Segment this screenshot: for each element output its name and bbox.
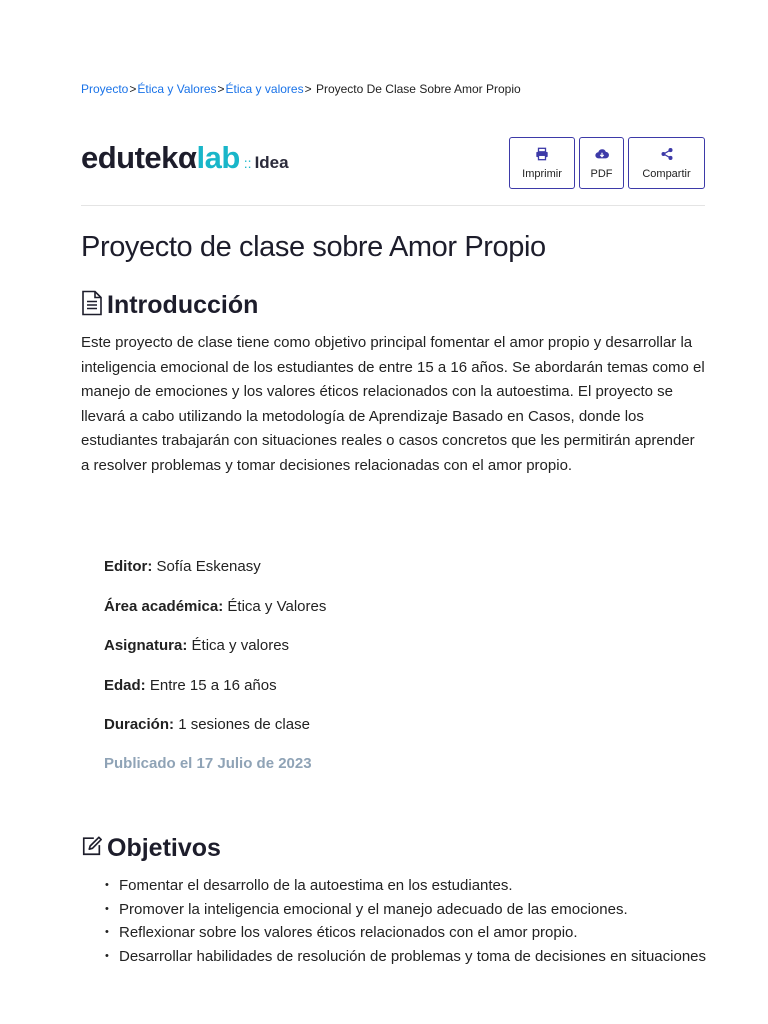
breadcrumb-separator: > [217, 82, 225, 96]
meta-area-value: Ética y Valores [227, 598, 327, 615]
page-title: Proyecto de clase sobre Amor Propio [81, 231, 546, 263]
objective-item: • Reflexionar sobre los valores éticos relacionados con el amor propio. [105, 921, 715, 945]
meta-duration-label: Duración: [104, 716, 175, 733]
share-label: Compartir [642, 167, 691, 180]
breadcrumb-link-proyecto[interactable]: Proyecto [81, 82, 129, 96]
logo-idea-text: Idea [254, 153, 289, 172]
meta-subject [104, 637, 289, 654]
objectives-heading [81, 833, 221, 863]
meta-area-label: Área académica: [104, 598, 224, 615]
meta-subject-value: Ética y valores [191, 637, 290, 654]
meta-subject-label: Asignatura: [104, 637, 188, 654]
logo-edu-text: edutekα [81, 140, 197, 175]
document-icon [81, 290, 103, 316]
pdf-button[interactable] [579, 137, 624, 189]
published-date: Publicado el 17 Julio de 2023 [104, 755, 312, 772]
meta-editor-label: Editor: [104, 558, 153, 575]
objectives-title: Objetivos [107, 834, 221, 862]
logo-lab-text: lab [196, 140, 240, 175]
meta-age [104, 677, 277, 694]
breadcrumb [81, 82, 521, 96]
breadcrumb-link-etica-valores-area[interactable]: Ética y Valores [137, 82, 217, 96]
cloud-download-icon [595, 147, 609, 161]
viewport-cutoff [0, 972, 768, 1024]
share-icon [660, 147, 674, 161]
breadcrumb-separator: > [304, 82, 312, 96]
header-divider [81, 205, 705, 206]
pdf-label: PDF [590, 167, 613, 180]
logo-colons: :: [243, 155, 252, 171]
meta-age-value: Entre 15 a 16 años [149, 677, 277, 694]
meta-duration [104, 716, 310, 733]
share-button[interactable] [628, 137, 705, 189]
breadcrumb-link-etica-valores-subject[interactable]: Ética y valores [225, 82, 304, 96]
action-toolbar [509, 137, 705, 189]
objective-item: • Promover la inteligencia emocional y el manejo adecuado de las emociones. [105, 898, 715, 922]
edit-icon [81, 833, 103, 859]
meta-editor [104, 558, 261, 575]
introduction-title: Introducción [107, 291, 259, 319]
objective-item: • Fomentar el desarrollo de la autoestima en los estudiantes. [105, 874, 715, 898]
edutekalab-logo[interactable] [81, 140, 289, 176]
print-button[interactable] [509, 137, 575, 189]
introduction-text: Este proyecto de clase tiene como objetivo principal fomentar el amor propio y desarrollar la inteligencia emocional de los estudiantes de entre 15 a 16 años. Se abordarán temas como el manejo de emociones y los valores éticos relacionados con la autoestima. El proyecto se llevará a cabo utilizando la metodología de Aprendizaje Basado en Casos, donde los estudiantes trabajarán con situaciones reales o casos concretos que les permitirán aprender a resolver problemas y tomar decisiones relacionadas con el amor propio. [81, 334, 705, 474]
meta-age-label: Edad: [104, 677, 146, 694]
print-label: Imprimir [522, 167, 562, 180]
meta-editor-value: Sofía Eskenasy [156, 558, 261, 575]
breadcrumb-current: Proyecto De Clase Sobre Amor Propio [315, 82, 521, 96]
printer-icon [535, 147, 549, 161]
objective-item: • Desarrollar habilidades de resolución de problemas y toma de decisiones en situaciones [105, 945, 715, 992]
meta-duration-value: 1 sesiones de clase [178, 716, 310, 733]
meta-area [104, 598, 326, 615]
introduction-heading [81, 290, 258, 320]
breadcrumb-separator: > [129, 82, 137, 96]
